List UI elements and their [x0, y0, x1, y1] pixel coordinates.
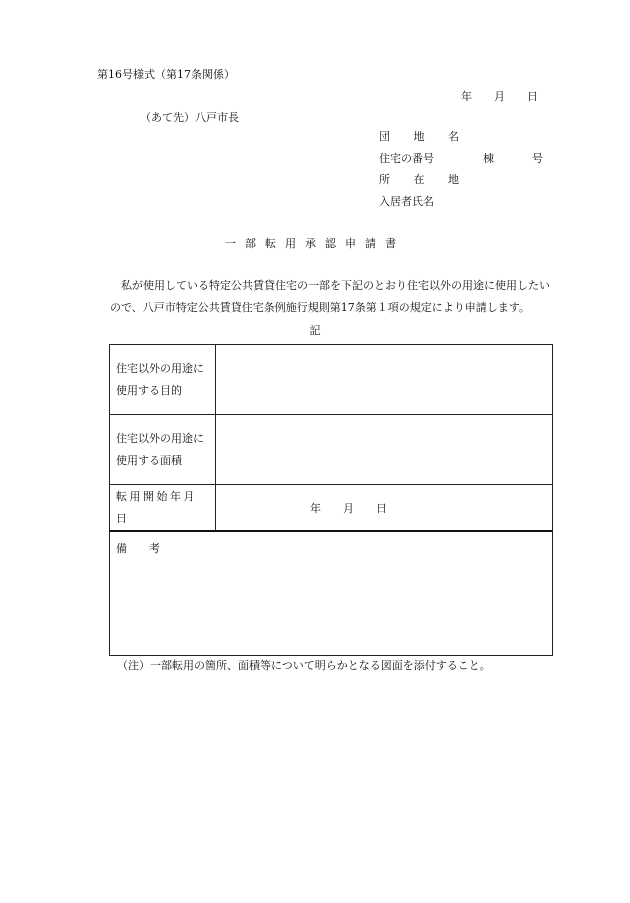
purpose-row [110, 345, 553, 415]
complex-name-row [379, 130, 543, 152]
start-date-day: 日 [376, 501, 387, 515]
ki-heading: 記 [309, 324, 321, 337]
document-title: 一部転用承認申請書 [225, 237, 405, 250]
purpose-field[interactable] [216, 345, 553, 415]
start-date-field[interactable] [216, 485, 553, 532]
start-date-label: 転用開始年月日 [110, 485, 216, 532]
area-field[interactable] [216, 415, 553, 485]
address-label: 所 在 地 [379, 173, 469, 186]
application-table [109, 344, 553, 656]
remarks-label-2: 考 [149, 542, 160, 555]
application-date [461, 88, 538, 104]
application-statement: 私が使用している特定公共賃貸住宅の一部を下記のとおり住宅以外の用途に使用したいので、八戸市特定公共賃貸住宅条例施行規則第17条第１項の規定により申請します。 [110, 279, 550, 314]
attachment-note: （注）一部転用の箇所、面積等について明らかとなる図面を添付すること。 [117, 659, 491, 672]
purpose-label: 住宅以外の用途に 使用する目的 [110, 345, 216, 415]
date-day: 日 [527, 90, 538, 103]
date-month: 月 [494, 90, 505, 103]
resident-name-row [379, 195, 543, 217]
start-date-row [110, 485, 553, 532]
date-year: 年 [461, 90, 472, 103]
address-row [379, 173, 543, 195]
complex-name-label: 団 地 名 [379, 130, 469, 143]
form-number: 第16号様式（第17条関係） [97, 68, 235, 81]
house-number-label: 住宅の番号 [379, 151, 434, 165]
resident-name-label: 入居者氏名 [379, 194, 434, 208]
remarks-label-1: 備 [116, 542, 127, 555]
area-row [110, 415, 553, 485]
building-unit: 棟 [483, 151, 494, 165]
remarks-field[interactable] [110, 531, 553, 656]
room-unit: 号 [532, 151, 543, 165]
start-date-month: 月 [343, 501, 354, 515]
remarks-row [110, 531, 553, 656]
area-label: 住宅以外の用途に 使用する面積 [110, 415, 216, 485]
applicant-block [379, 130, 543, 216]
start-date-year: 年 [310, 501, 321, 515]
house-number-row [379, 152, 543, 174]
addressee: （あて先）八戸市長 [140, 111, 239, 124]
